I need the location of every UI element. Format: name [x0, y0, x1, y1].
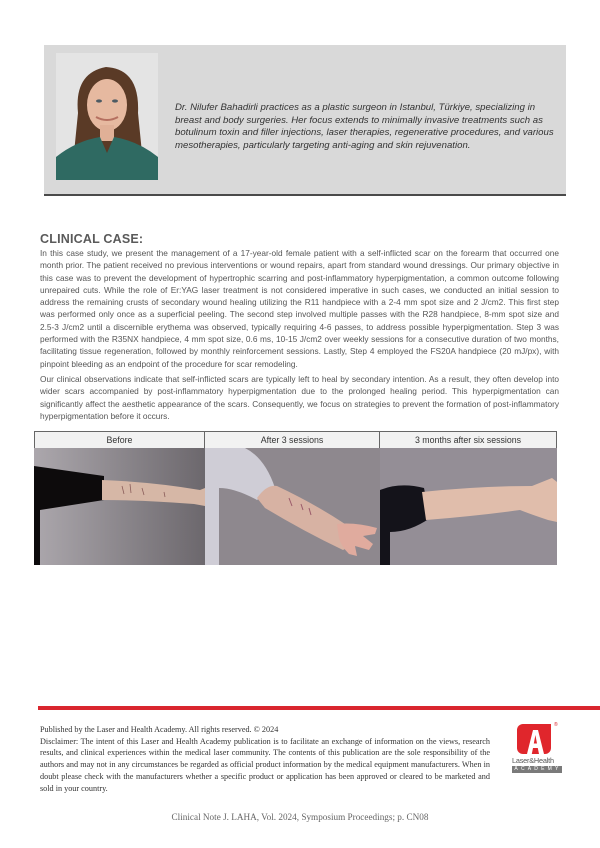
photo-table-header	[34, 432, 557, 448]
forearm-after-3-sessions-image-icon	[205, 448, 380, 565]
photo-after-3-sessions	[205, 448, 380, 565]
logo-a-mark-icon	[517, 724, 551, 754]
forearm-before-image-icon	[34, 448, 205, 565]
registered-mark: ®	[554, 722, 558, 728]
laser-health-academy-logo	[512, 724, 562, 780]
clinical-case-paragraph: Our clinical observations indicate that self-inflicted scars are typically left to heal by secondary intention. As a result, they often develop into wider scars accompanied by post-inflammatory hyperpigmentation due to the prolonged healing period. This hyperpigmentation can significantly affect the aesthetic appearance of the scars. Consequently, we focus on strategies to prevent the formation of post-inflammatory hyperpigmentation before it occurs.	[40, 373, 559, 421]
letter-a-icon	[517, 724, 551, 754]
clinical-case-body	[40, 247, 559, 425]
column-label-before: Before	[34, 432, 205, 448]
before-after-photo-table	[34, 431, 557, 565]
author-bio-text: Dr. Nilufer Bahadirli practices as a plastic surgeon in Istanbul, Türkiye, specializing in breast and body surgeries. Her focus extends to minimally invasive treatments such as botulinum toxin and filler injections, laser therapies, regenerative procedures, and various mesotherapies, particularly targeting anti-aging and skin rejuvenation.	[175, 102, 554, 151]
photo-row	[34, 448, 557, 565]
disclaimer-text: Disclaimer: The intent of this Laser and Health Academy publication is to facilitate an exchange of information on the views, research results, and clinical experiences within the medical laser community. The contents of this publication are the sole responsibility of the authors and may not in any circumstances be regarded as official product information by the medical equipment manufacturers. When in doubt please check with the manufacturers whether a specific product or application has been approved or cleared to be marketed and sold in your country.	[40, 736, 490, 793]
forearm-3-months-after-image-icon	[380, 448, 557, 565]
footer-text	[40, 724, 490, 794]
portrait-image-icon	[56, 53, 158, 180]
author-bio-box	[44, 45, 566, 196]
photo-3-months-after	[380, 448, 557, 565]
footer-divider	[38, 706, 600, 710]
logo-name: Laser&Health	[512, 756, 554, 765]
logo-subtitle: ACADEMY	[512, 766, 562, 773]
author-portrait	[56, 53, 158, 180]
photo-before	[34, 448, 205, 565]
column-label-3-months-after: 3 months after six sessions	[380, 432, 557, 448]
column-label-after-3-sessions: After 3 sessions	[205, 432, 380, 448]
clinical-case-paragraph: In this case study, we present the management of a 17-year-old female patient with a self-inflicted scar on the forearm that occurred one month prior. The patient received no previous interventions or wound repairs, apart from standard wound dressings. Our primary objective in this case was to prevent the development of hypertrophic scarring and post-inflammatory hyperpigmentation, a common outcome following unrepaired cuts. While the role of Er:YAG laser treatment is not considered imperative in such cases, we conducted an initial session to address the remaining crusts of secondary wound healing utilizing the R11 handpiece with a 2-4 mm spot size and 2 J/cm2. This first step was performed only once as a superficial peeling. The second step involved multiple passes with the R28 handpiece, 8-mm spot size and 2.5-3 J/cm2 until a discernible erythema was observed, typically requiring 4-6 passes, to address possible hyperpigmentation. Step 3 was performed with the R35NX handpiece, 4 mm spot size, 0.6 ms, 10-15 J/cm2 over weekly sessions for a consecutive duration of two months, facilitating tissue regeneration, followed by monthly reinforcement sessions. Lastly, Step 4 employed the FS20A handpiece (20 mJ/px), with pinpoint bleeding as an endpoint of the procedure for scar remodeling.	[40, 248, 559, 369]
citation: Clinical Note J. LAHA, Vol. 2024, Symposium Proceedings; p. CN08	[171, 812, 429, 822]
published-notice: Published by the Laser and Health Academy. All rights reserved. © 2024	[40, 725, 279, 734]
clinical-case-heading: CLINICAL CASE:	[40, 232, 144, 246]
